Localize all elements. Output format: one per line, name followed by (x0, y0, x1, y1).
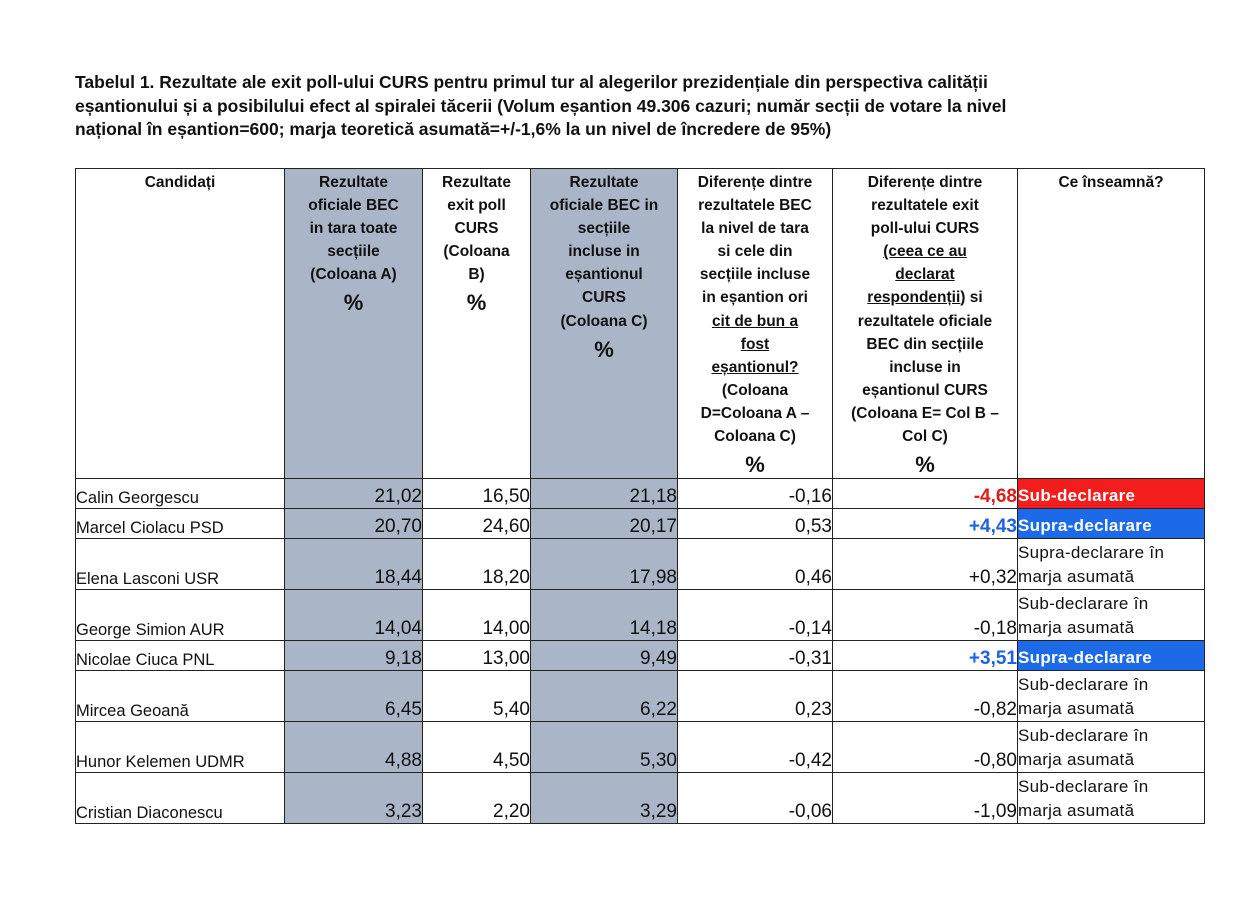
caption-line-1 (75, 71, 1185, 95)
header-col-e-line: (Coloana E= Col B – (851, 404, 999, 422)
header-col-e-line: ) si (960, 289, 983, 307)
table-row (76, 590, 1205, 641)
header-col-e-underlined-line: (ceea ce au (883, 243, 967, 261)
cell-col-b: 13,00 (423, 641, 531, 671)
header-col-d-line: in eșantion ori (702, 289, 808, 307)
header-col-b-line: Rezultate (442, 174, 511, 191)
cell-col-c: 20,17 (531, 509, 678, 539)
header-col-e-line: eșantionul CURS (862, 381, 988, 399)
cell-col-e: -0,82 (833, 671, 1018, 722)
table-row (76, 671, 1205, 722)
table-row (76, 539, 1205, 590)
cell-col-e: +0,32 (833, 539, 1018, 590)
header-col-e-underlined-line: declarat (895, 266, 955, 284)
candidate-name: Hunor Kelemen UDMR (76, 722, 285, 773)
candidate-name: Marcel Ciolacu PSD (76, 509, 285, 539)
cell-col-c: 3,29 (531, 773, 678, 824)
header-col-d-line: (Coloana (721, 381, 789, 399)
header-col-d-underlined-line: cit de bun a (711, 312, 799, 330)
cell-col-d: -0,16 (678, 479, 833, 509)
caption-line-3: național în eșantion=600; marja teoretică asumată=+/-1,6% la un nivel de încredere de 95%) (75, 119, 832, 139)
cell-col-e: -1,09 (833, 773, 1018, 824)
header-col-e-line: rezultatele oficiale (857, 312, 993, 330)
header-col-b-line: (Coloana (443, 243, 510, 261)
cell-meaning (1018, 773, 1205, 824)
cell-col-b: 14,00 (423, 590, 531, 641)
header-col-d-line: Diferențe dintre (697, 174, 813, 191)
header-col-b-line: B) (468, 266, 485, 284)
header-col-d-line: Coloana C) (714, 428, 796, 446)
cell-col-c: 17,98 (531, 539, 678, 590)
meaning-line: Sub-declarare în (1018, 594, 1149, 614)
meaning-line: Supra-declarare în (1018, 543, 1165, 563)
caption-text-1: Rezultate ale exit poll-ului CURS pentru primul tur al alegerilor prezidențiale din perspectiva calității (154, 72, 988, 92)
meaning-line: marja asumată (1018, 801, 1135, 821)
cell-col-d: -0,42 (678, 722, 833, 773)
header-col-e-line: rezultatele exit (871, 197, 979, 215)
cell-col-c: 6,22 (531, 671, 678, 722)
header-col-e-line: Diferențe dintre (867, 174, 983, 191)
cell-col-a: 9,18 (285, 641, 423, 671)
header-col-c-line: secțiile (577, 220, 631, 238)
table-row (76, 479, 1205, 509)
cell-col-a: 21,02 (285, 479, 423, 509)
header-col-d-line: si cele din (717, 243, 793, 261)
meaning-line: Sub-declarare în (1018, 726, 1149, 746)
header-col-b-line: CURS (454, 220, 499, 238)
candidate-name: Nicolae Ciuca PNL (76, 641, 285, 671)
header-col-c-line: CURS (582, 289, 626, 307)
cell-col-b: 4,50 (423, 722, 531, 773)
header-col-c: Rezultate oficiale BEC in secțiile incluse in eșantionul CURS (Coloana C) % (531, 169, 678, 479)
table-row (76, 641, 1205, 671)
cell-col-b: 24,60 (423, 509, 531, 539)
header-row (76, 169, 1205, 479)
header-col-e: Diferențe dintre rezultatele exit poll-ului CURS (ceea ce au declarat respondenții) si rezultatele oficiale BEC din secțiile incluse in eșantionul CURS (Coloana E= Col B – Col C) % (833, 169, 1018, 479)
cell-meaning (1018, 641, 1205, 671)
header-col-c-line: (Coloana C) (560, 312, 648, 330)
cell-meaning (1018, 590, 1205, 641)
cell-col-b: 2,20 (423, 773, 531, 824)
header-col-d-underlined-line: eșantionul? (711, 358, 799, 376)
header-col-d-line: D=Coloana A – (700, 404, 810, 422)
meaning-line: marja asumată (1018, 618, 1135, 638)
header-col-e-line: BEC din secțiile (866, 335, 984, 353)
cell-col-b: 18,20 (423, 539, 531, 590)
meaning-line: Sub-declarare în (1018, 777, 1149, 797)
cell-col-d: -0,06 (678, 773, 833, 824)
cell-col-a: 14,04 (285, 590, 423, 641)
meaning-line: marja asumată (1018, 699, 1135, 719)
caption-label: Tabelul 1. (75, 72, 155, 92)
cell-col-d: -0,31 (678, 641, 833, 671)
table-row (76, 509, 1205, 539)
header-col-b: Rezultate exit poll CURS (Coloana B) % (423, 169, 531, 479)
cell-col-c: 14,18 (531, 590, 678, 641)
meaning-line: marja asumată (1018, 567, 1135, 587)
header-col-e-line: Col C) (902, 428, 948, 446)
header-col-e-line: poll-ului CURS (870, 220, 980, 238)
cell-col-e: +3,51 (833, 641, 1018, 671)
cell-meaning (1018, 509, 1205, 539)
cell-col-d: 0,53 (678, 509, 833, 539)
table-row (76, 722, 1205, 773)
cell-col-b: 5,40 (423, 671, 531, 722)
cell-col-a: 4,88 (285, 722, 423, 773)
cell-col-d: 0,23 (678, 671, 833, 722)
header-col-d-line: la nivel de tara (701, 220, 809, 238)
table-caption (75, 71, 1185, 142)
header-col-d-line: rezultatele BEC (698, 197, 812, 215)
meaning-line: Supra-declarare (1018, 516, 1152, 536)
cell-col-c: 9,49 (531, 641, 678, 671)
caption-line-2: eșantionului și a posibilului efect al spiralei tăcerii (Volum eșantion 49.306 cazuri; număr secții de votare la nivel (75, 95, 1007, 116)
header-col-a-line: (Coloana A) (310, 266, 397, 284)
cell-meaning (1018, 722, 1205, 773)
header-col-a-line: oficiale BEC (308, 197, 399, 215)
candidate-name: George Simion AUR (76, 590, 285, 641)
meaning-line: Sub-declarare (1018, 486, 1136, 506)
header-col-e-underlined-line: respondenții (867, 289, 961, 307)
header-col-c-line: eșantionul (565, 266, 643, 284)
header-col-c-line: incluse in (568, 243, 640, 261)
header-col-a-line: in tara toate (309, 220, 398, 238)
header-col-d-underlined-line: fost (740, 335, 770, 353)
header-col-b-line: exit poll (447, 197, 506, 215)
candidate-name: Elena Lasconi USR (76, 539, 285, 590)
cell-col-a: 3,23 (285, 773, 423, 824)
meaning-line: Sub-declarare în (1018, 675, 1149, 695)
header-col-a-line: Rezultate (319, 174, 388, 191)
header-col-a-line: secțiile (327, 243, 380, 261)
cell-meaning (1018, 479, 1205, 509)
cell-col-c: 5,30 (531, 722, 678, 773)
candidate-name: Mircea Geoană (76, 671, 285, 722)
cell-col-d: -0,14 (678, 590, 833, 641)
header-meaning: Ce înseamnă? (1018, 169, 1205, 479)
cell-col-a: 18,44 (285, 539, 423, 590)
results-table (75, 168, 1205, 824)
candidate-name: Calin Georgescu (76, 479, 285, 509)
cell-col-d: 0,46 (678, 539, 833, 590)
header-candidati: Candidați (76, 169, 285, 479)
meaning-line: Supra-declarare (1018, 648, 1152, 668)
header-col-e-line: incluse in (889, 358, 961, 376)
candidate-name: Cristian Diaconescu (76, 773, 285, 824)
header-col-d-line: secțiile incluse (699, 266, 811, 284)
cell-col-b: 16,50 (423, 479, 531, 509)
cell-meaning (1018, 671, 1205, 722)
cell-col-c: 21,18 (531, 479, 678, 509)
table-row (76, 773, 1205, 824)
table-body (76, 479, 1205, 824)
cell-col-e: -0,18 (833, 590, 1018, 641)
header-col-a: Rezultate oficiale BEC in tara toate secțiile (Coloana A) % (285, 169, 423, 479)
cell-col-e: +4,43 (833, 509, 1018, 539)
header-col-c-line: oficiale BEC in (549, 197, 659, 215)
cell-col-a: 6,45 (285, 671, 423, 722)
cell-meaning (1018, 539, 1205, 590)
meaning-line: marja asumată (1018, 750, 1135, 770)
header-col-c-line: Rezultate (569, 174, 639, 191)
cell-col-a: 20,70 (285, 509, 423, 539)
cell-col-e: -4,68 (833, 479, 1018, 509)
header-col-d: Diferențe dintre rezultatele BEC la nivel de tara si cele din secțiile incluse in eșantion ori cit de bun a fost eșantionul? (Coloana D=Coloana A – Coloana C) % (678, 169, 833, 479)
cell-col-e: -0,80 (833, 722, 1018, 773)
